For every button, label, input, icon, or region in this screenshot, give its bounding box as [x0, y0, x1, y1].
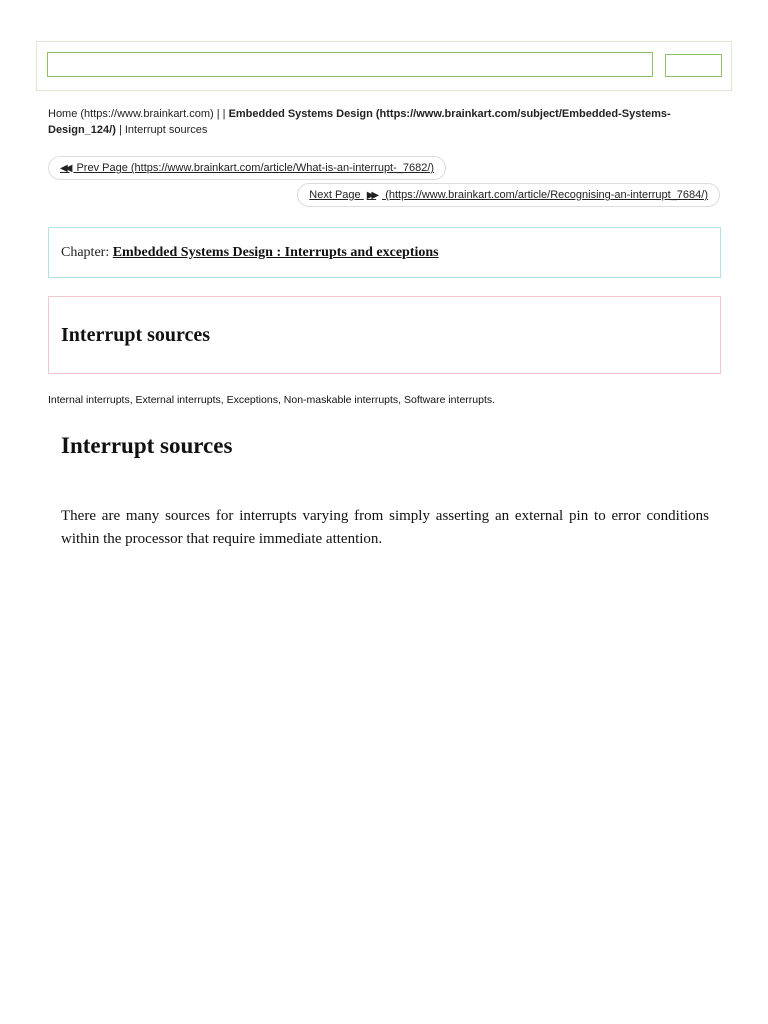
- double-right-arrow-icon: ▶▶: [366, 190, 377, 201]
- article-heading: Interrupt sources: [61, 433, 233, 458]
- breadcrumb-current: Interrupt sources: [124, 124, 208, 136]
- next-page-label: Next Page: [309, 189, 361, 201]
- title-box: [48, 296, 721, 374]
- prev-page-button[interactable]: [48, 156, 446, 180]
- breadcrumb-separator: | |: [216, 108, 226, 120]
- article-paragraph: There are many sources for interrupts varying from simply asserting an external pin to error conditions within the processor that require immediate attention.: [61, 508, 709, 547]
- breadcrumb-separator: |: [118, 124, 122, 136]
- search-panel: [36, 41, 732, 91]
- prev-page-label: Prev Page (https://www.brainkart.com/article/What-is-an-interrupt-_7682/): [76, 162, 435, 174]
- chapter-link[interactable]: Embedded Systems Design : Interrupts and exceptions: [112, 245, 439, 260]
- breadcrumb-subject-link[interactable]: Embedded Systems Design (https://www.brainkart.com/subject/Embedded-Systems-Design_124/): [48, 108, 671, 136]
- breadcrumb: [48, 106, 720, 138]
- page-title: Interrupt sources: [61, 324, 211, 346]
- chapter-prefix: Chapter:: [61, 245, 110, 260]
- next-page-button[interactable]: [297, 183, 720, 207]
- chapter-box: [48, 227, 721, 278]
- tags-line: Internal interrupts, External interrupts, Exceptions, Non-maskable interrupts, Software interrupts.: [48, 394, 496, 406]
- search-input[interactable]: [47, 52, 653, 77]
- next-page-url: (https://www.brainkart.com/article/Recognising-an-interrupt_7684/): [385, 189, 708, 201]
- breadcrumb-home-link[interactable]: Home (https://www.brainkart.com): [48, 108, 214, 120]
- double-left-arrow-icon: ◀◀: [60, 163, 70, 174]
- search-button[interactable]: [665, 54, 722, 77]
